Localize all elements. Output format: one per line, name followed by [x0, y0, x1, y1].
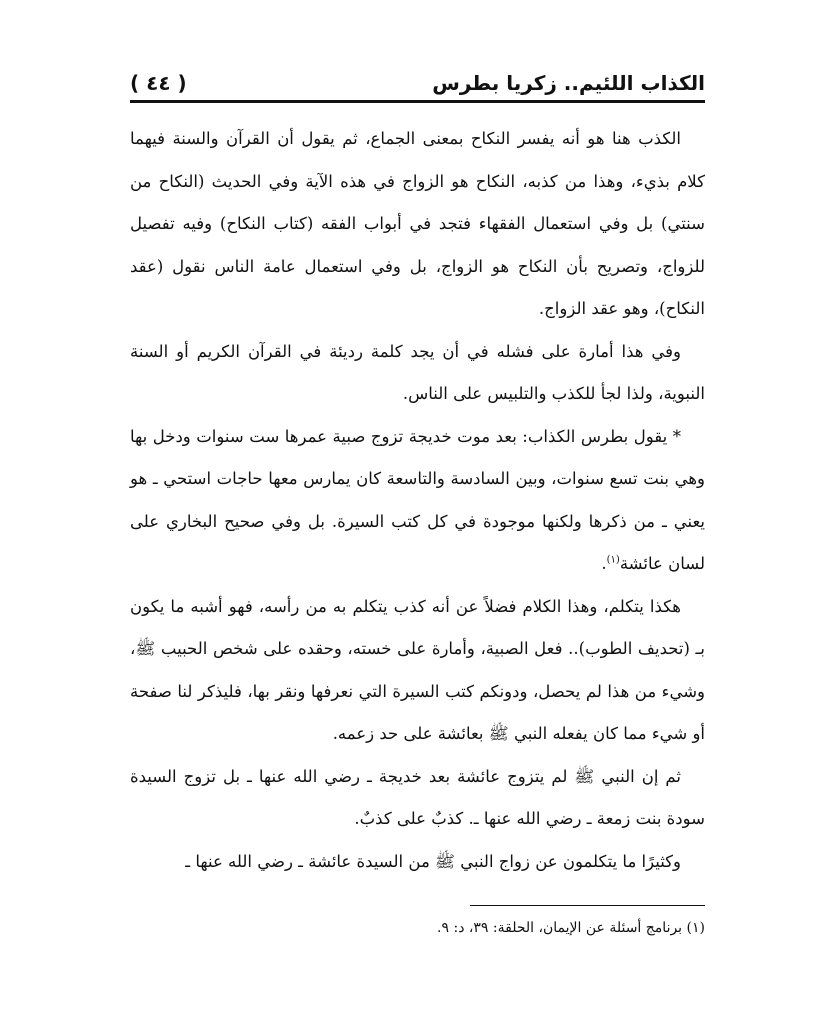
paragraph-3-text: * يقول بطرس الكذاب: بعد موت خديجة تزوج صبية عمرها ست سنوات ودخل بها وهي بنت تسع سنوات، وبين السادسة والتاسعة كان يمارس معها حاجات استحي ـ هو يعني ـ من ذكرها ولكنها موجودة في كل كتب السيرة. بل وفي صحيح البخاري على لسان عائشة: [130, 426, 705, 573]
page-header: [130, 66, 705, 103]
running-title: الكذاب اللئيم.. زكريا بطرس: [432, 71, 705, 95]
footnote-divider: [470, 905, 705, 906]
paragraph-4: هكذا يتكلم، وهذا الكلام فضلاً عن أنه كذب يتكلم به من رأسه، فهو أشبه ما يكون بـ (تحديف الطوب).. فعل الصبية، وأمارة على خسته، وحقده على شخص الحبيب ﷺ، وشيء من هذا لم يحصل، ودونكم كتب السيرة التي نعرفها ونقر بها، فليذكر لنا صفحة أو شيء مما كان يفعله النبي ﷺ بعائشة على حد زعمه.: [130, 596, 705, 743]
footnote-reference[interactable]: (١): [606, 554, 620, 566]
footnote: (١) برنامج أسئلة عن الإيمان، الحلقة: ٣٩، د: ٩.: [437, 920, 705, 936]
paragraph-5: ثم إن النبي ﷺ لم يتزوج عائشة بعد خديجة ـ رضي الله عنها ـ بل تزوج السيدة سودة بنت زمعة ـ رضي الله عنها ـ. كذبٌ على كذبٌ.: [130, 766, 705, 828]
paragraph-6: وكثيرًا ما يتكلمون عن زواج النبي ﷺ من السيدة عائشة ـ رضي الله عنها ـ: [185, 851, 681, 871]
paragraph-3-tail: .: [601, 554, 607, 573]
paragraph-1: الكذب هنا هو أنه يفسر النكاح بمعنى الجماع، ثم يقول أن القرآن والسنة فيهما كلام بذيء، وهذا من كذبه، النكاح هو الزواج في هذه الآية وفي الحديث (النكاح من سنتي) بل وفي استعمال الفقهاء فتجد في أبواب الفقه (كتاب النكاح) وفيه تفصيل للزواج، وتصريح بأن النكاح هو الزواج، بل وفي استعمال عامة الناس نقول (عقد النكاح)، وهو عقد الزواج.: [130, 129, 705, 318]
page-number: ( ٤٤ ): [130, 71, 187, 95]
body-text: [130, 118, 705, 883]
paragraph-3: [130, 416, 705, 586]
paragraph-2: وفي هذا أمارة على فشله في أن يجد كلمة رديئة في القرآن الكريم أو السنة النبوية، ولذا لجأ للكذب والتلبيس على الناس.: [130, 341, 705, 403]
